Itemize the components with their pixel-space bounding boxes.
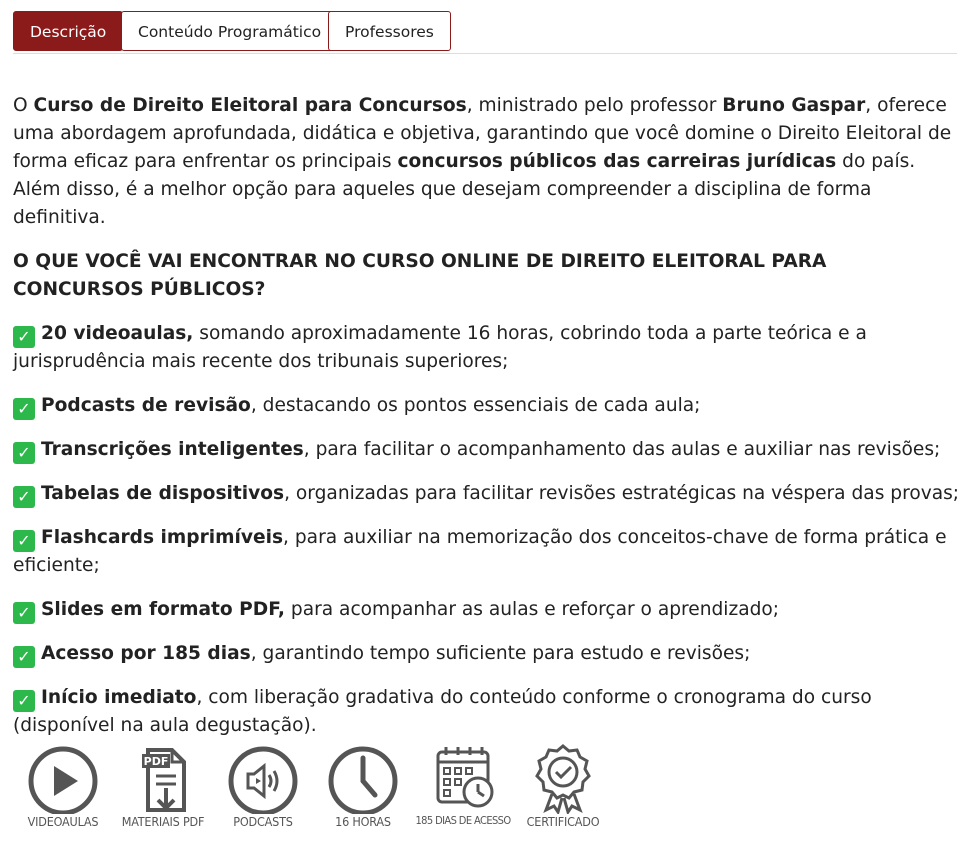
pdf-download-icon (126, 740, 200, 814)
item-highlight: Slides em formato PDF, (41, 599, 285, 620)
item-highlight: Início imediato (41, 687, 197, 708)
item-text: , com liberação gradativa do conteúdo conforme o cronograma do curso (disponível na aula degustação). (13, 687, 872, 736)
item-text: , garantindo tempo suficiente para estudo e revisões; (250, 643, 751, 664)
feature-list-item (13, 320, 960, 376)
podcast-icon (226, 740, 300, 814)
feature-list-item (13, 480, 960, 508)
item-text: para acompanhar as aulas e reforçar o aprendizado; (285, 599, 780, 620)
target-exams: concursos públicos das carreiras jurídicas (397, 151, 837, 172)
feature-label: PODCASTS (233, 814, 293, 829)
course-description (13, 92, 960, 756)
course-name: Curso de Direito Eleitoral para Concursos (33, 95, 467, 116)
feature-list-item (13, 640, 960, 668)
feature-list-item (13, 524, 960, 580)
feature-list-item (13, 392, 960, 420)
check-icon: ✓ (13, 530, 35, 552)
section-heading: O QUE VOCÊ VAI ENCONTRAR NO CURSO ONLINE DE DIREITO ELEITORAL PARA CONCURSOS PÚBLICOS? (13, 251, 827, 300)
calendar-clock-icon (426, 740, 500, 814)
play-icon (26, 740, 100, 814)
feature-materiais-pdf (115, 740, 211, 829)
feature-label: MATERIAIS PDF (121, 814, 205, 829)
feature-list-item (13, 436, 960, 464)
feature-list-item (13, 596, 960, 624)
feature-podcasts (215, 740, 311, 829)
item-highlight: Flashcards imprimíveis (41, 527, 284, 548)
feature-list (13, 320, 960, 740)
item-highlight: Acesso por 185 dias (41, 643, 251, 664)
item-text: , para facilitar o acompanhamento das aulas e auxiliar nas revisões; (303, 439, 941, 460)
feature-label: 16 HORAS (335, 814, 391, 829)
tab-descricao[interactable]: Descrição (13, 11, 123, 51)
intro-paragraph: O Curso de Direito Eleitoral para Concursos, ministrado pelo professor Bruno Gaspar, oferece uma abordagem aprofundada, didática e objetiva, garantindo que você domine o Direito Eleitoral de forma eficaz para enfrentar os principais concursos públicos das carreiras jurídicas do país. Além disso, é a melhor opção para aqueles que desejam compreender a disciplina de forma definitiva. (13, 95, 952, 228)
check-icon: ✓ (13, 690, 35, 712)
item-highlight: Tabelas de dispositivos (41, 483, 285, 504)
check-icon: ✓ (13, 326, 35, 348)
feature-label: CERTIFICADO (526, 814, 600, 829)
certificate-icon (526, 740, 600, 814)
check-icon: ✓ (13, 486, 35, 508)
feature-icons-row (18, 740, 638, 840)
feature-videoaulas (15, 740, 111, 829)
clock-icon (326, 740, 400, 814)
item-text: somando aproximadamente 16 horas, cobrindo toda a parte teórica e a jurisprudência mais recente dos tribunais superiores; (13, 323, 867, 372)
feature-label: VIDEOAULAS (27, 814, 99, 829)
check-icon: ✓ (13, 442, 35, 464)
item-highlight: Transcrições inteligentes (41, 439, 304, 460)
tab-bar (13, 11, 957, 54)
feature-list-item (13, 684, 960, 740)
item-text: , organizadas para facilitar revisões estratégicas na véspera das provas; (284, 483, 960, 504)
check-icon: ✓ (13, 602, 35, 624)
tab-conteudo-programatico[interactable]: Conteúdo Programático (121, 11, 338, 51)
svg-text:PDF: PDF (143, 755, 169, 768)
check-icon: ✓ (13, 646, 35, 668)
item-highlight: 20 videoaulas, (41, 323, 194, 344)
check-icon: ✓ (13, 398, 35, 420)
item-text: , para auxiliar na memorização dos conceitos-chave de forma prática e eficiente; (13, 527, 947, 576)
feature-185-dias (415, 740, 511, 827)
tab-professores[interactable]: Professores (328, 11, 451, 51)
feature-16-horas (315, 740, 411, 829)
item-text: , destacando os pontos essenciais de cada aula; (250, 395, 701, 416)
teacher-name: Bruno Gaspar (722, 95, 866, 116)
feature-label: 185 DIAS DE ACESSO (415, 814, 511, 827)
feature-certificado (515, 740, 611, 829)
item-highlight: Podcasts de revisão (41, 395, 251, 416)
